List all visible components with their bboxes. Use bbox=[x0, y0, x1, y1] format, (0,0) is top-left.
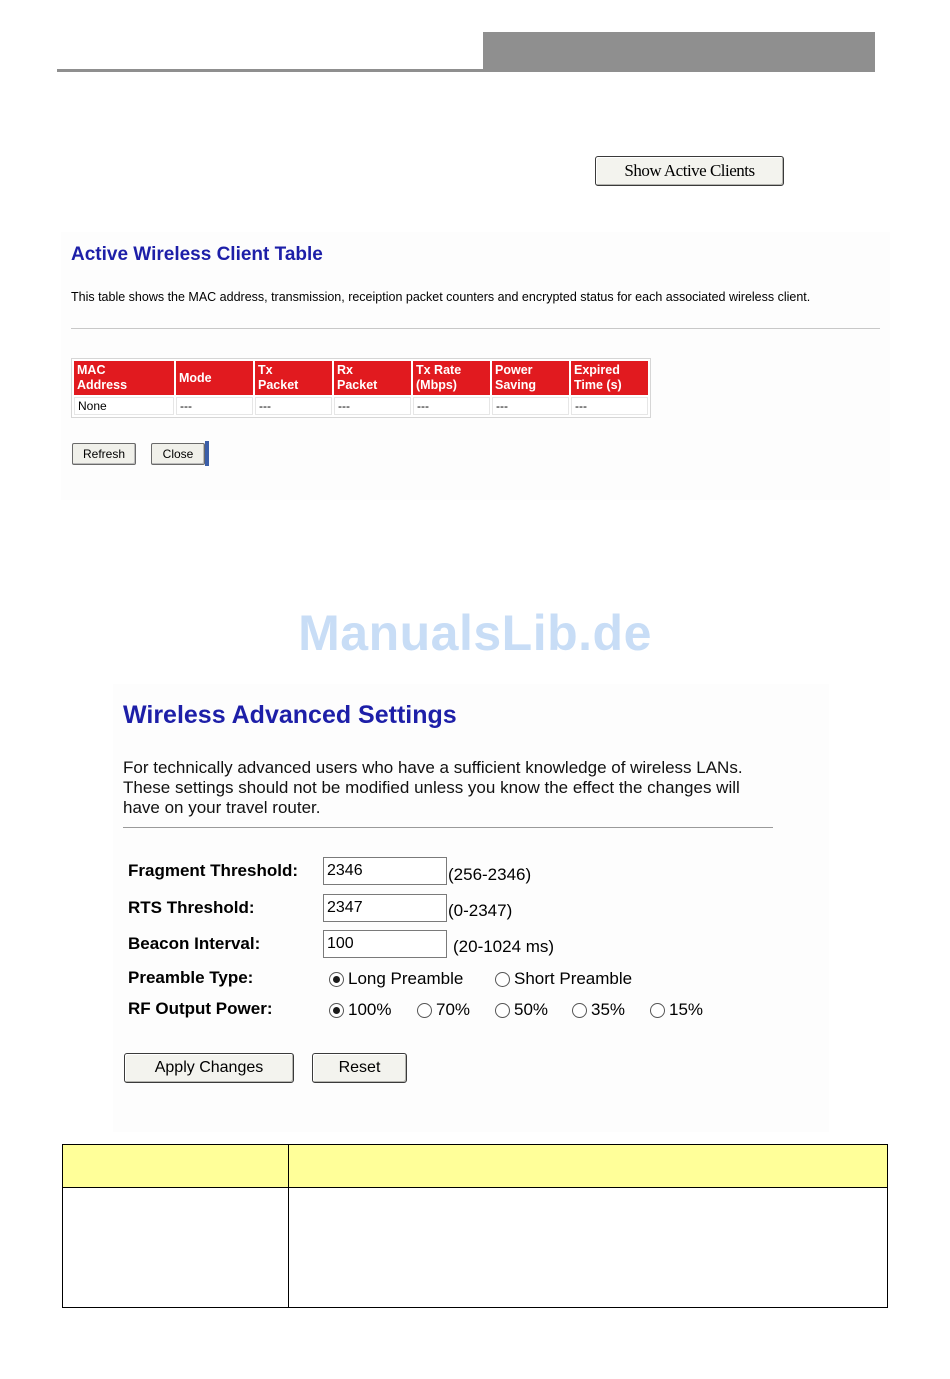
beacon-interval-label: Beacon Interval: bbox=[128, 934, 261, 953]
apply-changes-button[interactable]: Apply Changes bbox=[124, 1053, 294, 1083]
fragment-threshold-range: (256-2346) bbox=[448, 865, 532, 884]
table-cell bbox=[289, 1188, 888, 1308]
advanced-settings-title: Wireless Advanced Settings bbox=[123, 701, 457, 729]
table-cell: --- bbox=[492, 397, 569, 415]
preamble-type-label: Preamble Type: bbox=[128, 968, 254, 987]
table-header-cell bbox=[289, 1145, 888, 1188]
radio-power-100[interactable] bbox=[329, 1000, 391, 1020]
column-header-expired-time: Expired Time (s) bbox=[571, 361, 648, 395]
column-header-tx-rate: Tx Rate (Mbps) bbox=[413, 361, 490, 395]
radio-unselected-icon[interactable] bbox=[650, 1003, 665, 1018]
table-cell bbox=[63, 1188, 289, 1308]
table-header-cell bbox=[63, 1145, 289, 1188]
radio-power-15[interactable] bbox=[650, 1000, 703, 1020]
rf-output-power-label: RF Output Power: bbox=[128, 999, 273, 1018]
table-cell: --- bbox=[571, 397, 648, 415]
refresh-button[interactable]: Refresh bbox=[72, 443, 136, 465]
table-row bbox=[63, 1188, 888, 1308]
focus-indicator bbox=[205, 441, 209, 466]
column-header-tx-packet: Tx Packet bbox=[255, 361, 332, 395]
header-bar bbox=[483, 32, 875, 72]
column-header-mode: Mode bbox=[176, 361, 253, 395]
close-button[interactable]: Close bbox=[151, 443, 205, 465]
radio-label: Long Preamble bbox=[348, 969, 464, 988]
active-client-table bbox=[71, 358, 651, 418]
rts-threshold-range: (0-2347) bbox=[448, 901, 513, 920]
show-active-clients-button[interactable]: Show Active Clients bbox=[595, 156, 784, 186]
rts-threshold-label: RTS Threshold: bbox=[128, 898, 255, 917]
radio-selected-icon[interactable] bbox=[329, 972, 344, 987]
rts-threshold-input[interactable] bbox=[323, 894, 447, 922]
advanced-settings-divider bbox=[123, 827, 773, 828]
column-header-power-saving: Power Saving bbox=[492, 361, 569, 395]
advanced-settings-description: For technically advanced users who have a sufficient knowledge of wireless LANs. These settings should not be modified unless you know the effect the changes will have on your travel router. bbox=[123, 758, 743, 817]
table-header-row bbox=[63, 1145, 888, 1188]
table-cell: --- bbox=[176, 397, 253, 415]
client-table-divider bbox=[71, 328, 880, 329]
watermark: ManualsLib.de bbox=[298, 605, 652, 661]
parameter-description-table bbox=[62, 1144, 888, 1308]
beacon-interval-range: (20-1024 ms) bbox=[453, 937, 555, 956]
radio-unselected-icon[interactable] bbox=[417, 1003, 432, 1018]
radio-short-preamble[interactable] bbox=[495, 969, 632, 989]
radio-unselected-icon[interactable] bbox=[572, 1003, 587, 1018]
radio-label: 100% bbox=[348, 1000, 392, 1019]
table-cell: --- bbox=[255, 397, 332, 415]
radio-power-70[interactable] bbox=[417, 1000, 470, 1020]
radio-long-preamble[interactable] bbox=[329, 969, 463, 989]
table-cell: --- bbox=[334, 397, 411, 415]
radio-label: 15% bbox=[669, 1000, 704, 1019]
radio-power-50[interactable] bbox=[495, 1000, 548, 1020]
client-table-description: This table shows the MAC address, transmission, receiption packet counters and encrypted status for each associated wireless client. bbox=[71, 290, 811, 304]
fragment-threshold-label: Fragment Threshold: bbox=[128, 861, 299, 880]
reset-button[interactable]: Reset bbox=[312, 1053, 407, 1083]
header-rule bbox=[57, 69, 484, 72]
column-header-mac-address: MAC Address bbox=[74, 361, 174, 395]
table-row bbox=[74, 397, 648, 415]
radio-label: 70% bbox=[436, 1000, 471, 1019]
radio-unselected-icon[interactable] bbox=[495, 1003, 510, 1018]
radio-power-35[interactable] bbox=[572, 1000, 625, 1020]
table-cell: --- bbox=[413, 397, 490, 415]
beacon-interval-input[interactable] bbox=[323, 930, 447, 958]
radio-selected-icon[interactable] bbox=[329, 1003, 344, 1018]
fragment-threshold-input[interactable] bbox=[323, 857, 447, 885]
client-table-title: Active Wireless Client Table bbox=[71, 244, 323, 265]
table-header-row bbox=[74, 361, 648, 395]
radio-label: 35% bbox=[591, 1000, 626, 1019]
table-cell: None bbox=[74, 397, 174, 415]
radio-label: Short Preamble bbox=[514, 969, 633, 988]
column-header-rx-packet: Rx Packet bbox=[334, 361, 411, 395]
radio-label: 50% bbox=[514, 1000, 549, 1019]
radio-unselected-icon[interactable] bbox=[495, 972, 510, 987]
